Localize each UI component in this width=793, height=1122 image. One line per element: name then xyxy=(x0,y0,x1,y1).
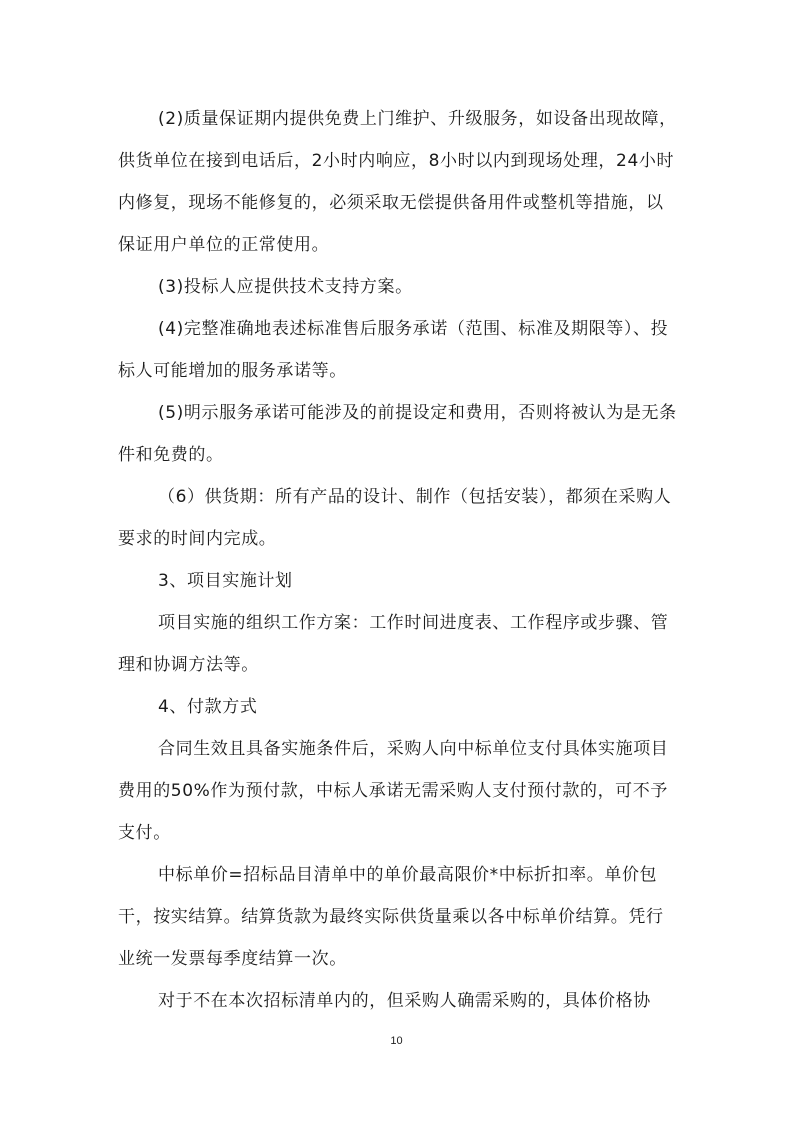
page-number: 10 xyxy=(390,1035,403,1047)
paragraph-tech-support: (3)投标人应提供技术支持方案。 xyxy=(158,277,413,297)
paragraph-delivery-period: （6）供货期：所有产品的设计、制作（包括安装），都须在采购人要求的时间内完成。 xyxy=(118,487,672,549)
paragraph-service-commitment: (4)完整准确地表述标准售后服务承诺（范围、标准及期限等）、投标人可能增加的服务承诺等。 xyxy=(118,319,669,381)
paragraph-warranty-service: (2)质量保证期内提供免费上门维护、升级服务，如设备出现故障，供货单位在接到电话后，2小时内响应，8小时以内到现场处理，24小时内修复，现场不能修复的，必须采取无偿提供备用件或整机等措施，以保证用户单位的正常使用。 xyxy=(118,109,677,255)
heading-payment-method: 4、付款方式 xyxy=(158,697,258,717)
paragraph-preconditions: (5)明示服务承诺可能涉及的前提设定和费用，否则将被认为是无条件和免费的。 xyxy=(118,403,677,465)
document-body xyxy=(118,98,678,1022)
paragraph-unit-price: 中标单价=招标品目清单中的单价最高限价*中标折扣率。单价包干，按实结算。结算货款为最终实际供货量乘以各中标单价结算。凭行业统一发票每季度结算一次。 xyxy=(118,865,664,969)
paragraph-out-of-list: 对于不在本次招标清单内的，但采购人确需采购的，具体价格协 xyxy=(158,991,651,1011)
heading-implementation-plan: 3、项目实施计划 xyxy=(158,571,293,591)
paragraph-implementation-plan: 项目实施的组织工作方案：工作时间进度表、工作程序或步骤、管理和协调方法等。 xyxy=(118,613,669,675)
paragraph-advance-payment: 合同生效且具备实施条件后，采购人向中标单位支付具体实施项目费用的50%作为预付款，中标人承诺无需采购人支付预付款的，可不予支付。 xyxy=(118,739,669,843)
